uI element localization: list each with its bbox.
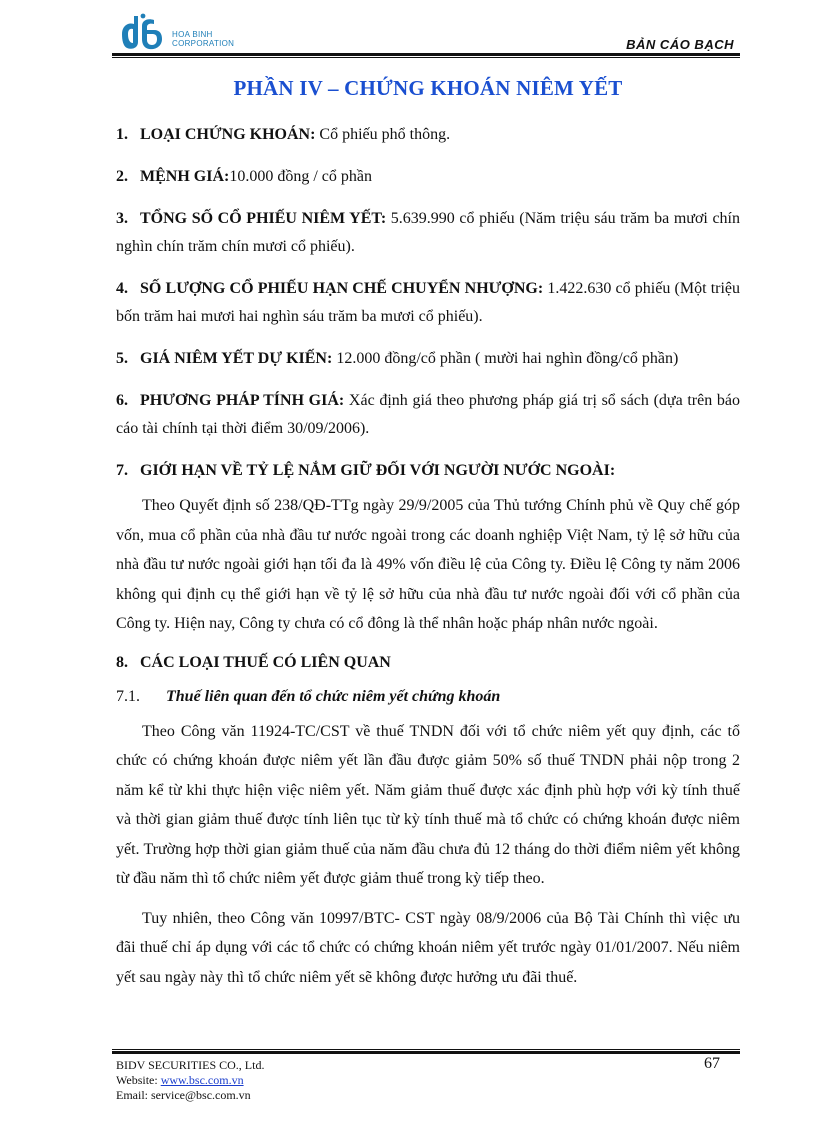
subsection-7-1-paragraph-2: Tuy nhiên, theo Công văn 10997/BTC- CST ngày 08/9/2006 của Bộ Tài Chính thì việc ưu đãi thuế chỉ áp dụng với các tổ chức có chứng khoán niêm yết trước ngày 01/01/2007. Nếu niêm yết sau ngày này thì tổ chức niêm yết sẽ không được hưởng ưu đãi thuế. [116,909,740,986]
footer-website-label: Website: [116,1073,161,1087]
document-label: BẢN CÁO BẠCH [626,37,734,52]
page-header [112,12,740,56]
footer-email: Email: service@bsc.com.vn [116,1088,251,1102]
section-number: 2. [116,168,128,185]
company-logo [118,12,235,54]
page-footer [116,1058,716,1103]
section-number: 6. [116,392,128,409]
section-7-paragraph: Theo Quyết định số 238/QĐ-TTg ngày 29/9/2005 của Thủ tướng Chính phủ về Quy chế góp vốn, mua cổ phần của nhà đầu tư nước ngoài trong các doanh nghiệp Việt Nam, tỷ lệ sở hữu của nhà đầu tư nước ngoài giới hạn tối đa là 49% vốn điều lệ của Công ty. Điều lệ Công ty năm 2006 không qui định cụ thể giới hạn về tỷ lệ sở hữu của nhà đầu tư nước ngoài đối với cổ phần của Công ty. Hiện nay, Công ty chưa có cổ đông là thể nhân hoặc pháp nhân nước ngoài. [116,497,740,632]
section-text: Xác định giá theo phương pháp giá trị sổ sách (dựa trên báo cáo tài chính tại thời điểm 30/09/2006). [116,392,741,437]
section-text: 1.422.630 cổ phiếu (Một triệu bốn trăm hai mươi hai nghìn sáu trăm ba mươi cổ phiếu). [116,280,741,325]
subsection-number: 7.1. [116,687,140,705]
section-label: SỐ LƯỢNG CỔ PHIẾU HẠN CHẾ CHUYỂN NHƯỢNG: [140,280,544,297]
section-2 [116,163,740,191]
section-text: 10.000 đồng / cổ phần [229,168,372,185]
section-label: GIỚI HẠN VỀ TỶ LỆ NẮM GIỮ ĐỐI VỚI NGƯỜI NƯỚC NGOÀI: [140,462,616,479]
section-6 [116,387,740,443]
page-number: 67 [704,1055,720,1072]
section-label: CÁC LOẠI THUẾ CÓ LIÊN QUAN [140,653,391,671]
logo-text-line-2: CORPORATION [172,39,235,48]
section-7 [116,457,740,485]
section-label: PHƯƠNG PHÁP TÍNH GIÁ: [140,392,345,409]
section-number: 1. [116,126,128,143]
website-link[interactable]: www.bsc.com.vn [160,1073,244,1087]
section-number: 7. [116,462,128,479]
footer-website-line [116,1073,716,1088]
subsection-7-1-paragraph-1: Theo Công văn 11924-TC/CST về thuế TNDN đối với tổ chức niêm yết quy định, các tổ chức có chứng khoán được niêm yết lần đầu được giảm 50% số thuế TNDN phải nộp trong 2 năm kể từ khi thực hiện việc niêm yết. Năm giảm thuế được xác định phù hợp với kỳ tính thuế và thời gian giảm thuế được tính liên tục từ kỳ tính thuế mà tổ chức có chứng khoán được niêm yết. Trường hợp thời gian giảm thuế của năm đầu chưa đủ 12 tháng do thời điểm niêm yết không từ đầu năm thì tổ chức niêm yết được giảm thuế trong kỳ tiếp theo. [116,722,740,887]
subsection-title: Thuế liên quan đến tổ chức niêm yết chứng khoán [166,687,501,705]
logo-text-line-1: HOA BINH [172,30,213,39]
section-number: 3. [116,210,128,227]
section-3 [116,205,740,261]
section-number: 8. [116,653,128,671]
footer-company: BIDV SECURITIES CO., Ltd. [116,1058,265,1072]
section-text: 12.000 đồng/cổ phần ( mười hai nghìn đồng/cổ phần) [332,350,679,367]
footer-divider [112,1049,740,1054]
section-8 [116,649,740,677]
section-1 [116,121,740,149]
section-5 [116,345,740,373]
part-title: PHẦN IV – CHỨNG KHOÁN NIÊM YẾT [233,76,623,100]
page-content [116,68,740,1002]
section-text: 5.639.990 cổ phiếu (Năm triệu sáu trăm ba mươi chín nghìn chín trăm chín mươi cổ phiếu). [116,210,740,255]
section-4 [116,275,740,331]
hoa-binh-logo-icon [118,12,164,52]
section-label: GIÁ NIÊM YẾT DỰ KIẾN: [140,350,333,367]
section-label: LOẠI CHỨNG KHOÁN: [140,126,316,143]
section-number: 5. [116,350,128,367]
subsection-7-1 [116,683,740,711]
section-label: MỆNH GIÁ: [140,168,230,185]
header-divider [112,53,740,58]
section-text: Cổ phiếu phổ thông. [315,126,451,143]
section-number: 4. [116,280,128,297]
logo-text [172,30,234,48]
section-label: TỔNG SỐ CỔ PHIẾU NIÊM YẾT: [140,210,387,227]
